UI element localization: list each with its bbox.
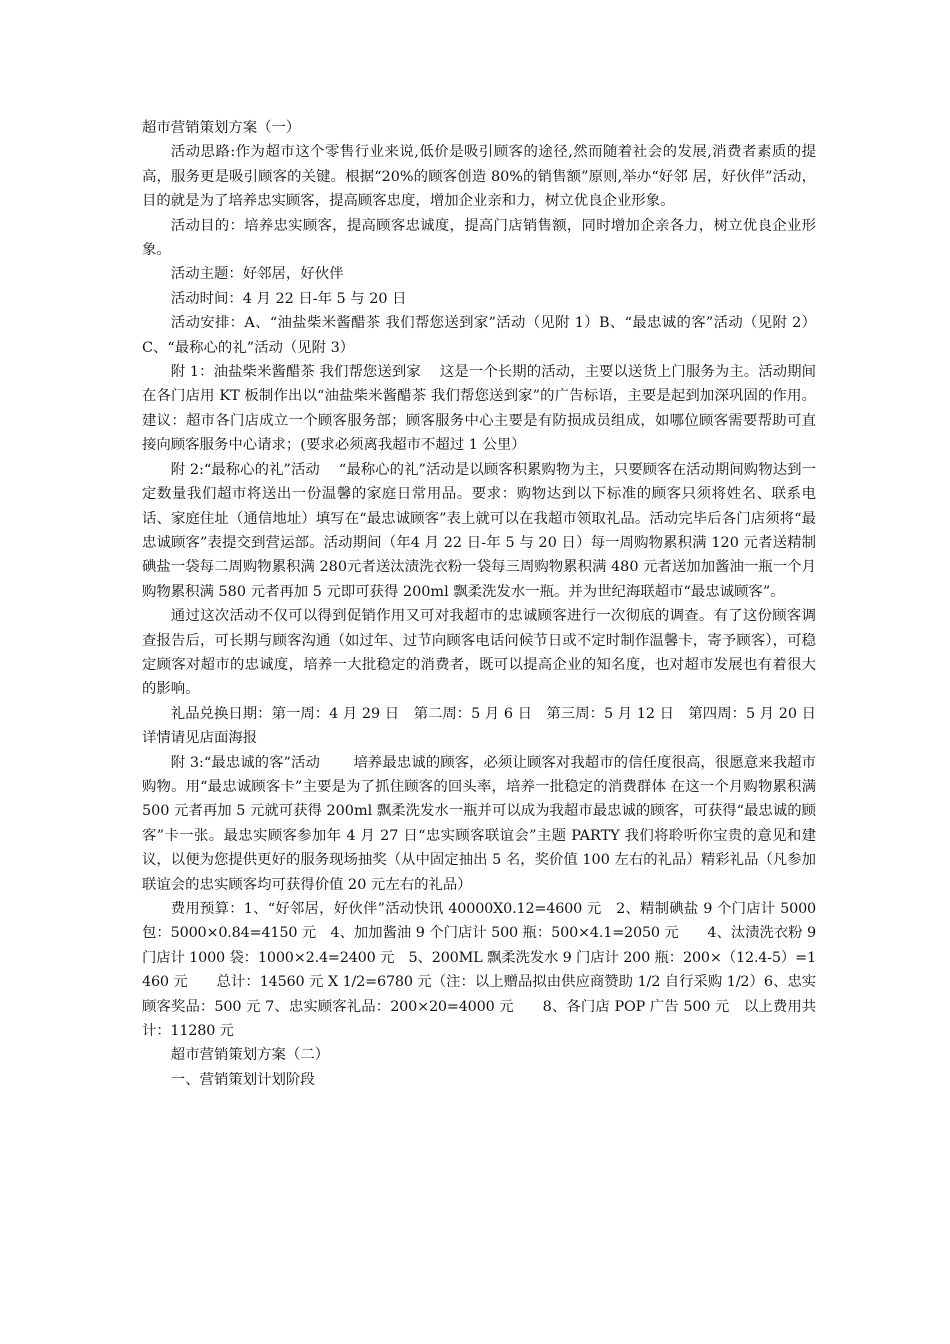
paragraph-gift-dates: 礼品兑换日期：第一周：4 月 29 日 第二周：5 月 6 日 第三周：5 月 12 日 第四周：5 月 20 日 详情请见店面海报 [142, 705, 831, 747]
paragraph-activity-theme: 活动主题：好邻居，好伙伴 [170, 266, 344, 283]
paragraph-activity-purpose: 活动目的：培养忠实顾客，提高顾客忠诚度，提高门店销售额，同时增加企亲各力，树立优良企业形象。 [142, 217, 816, 259]
paragraph-appendix-1: 附 1：油盐柴米酱醋茶 我们帮您送到家 这是一个长期的活动，主要以送货上门服务为主。活动期间在各门店用 KT 板制作出以“油盐柴米酱醋茶 我们帮您送到家”的广告标语，主要是起到加深巩固的作用。建议：超市各门店成立一个顾客服务部；顾客服务中心主要是有防损成员组成，如哪位顾客需要帮助可直接向顾客服务中心请求；(要求必须离我超市不超过 1 公里） [142, 364, 816, 454]
paragraph-survey: 通过这次活动不仅可以得到促销作用又可对我超市的忠诚顾客进行一次彻底的调查。有了这份顾客调查报告后，可长期与顾客沟通（如过年、过节向顾客电话问候节日或不定时制作温馨卡，寄予顾客），可稳定顾客对超市的忠诚度，培养一大批稳定的消费者，既可以提高企业的知名度，也对超市发展也有着很大的影响。 [142, 608, 816, 698]
document-title: 超市营销策划方案（一） [142, 120, 301, 136]
section-heading-planning-stage: 一、营销策划计划阶段 [170, 1071, 315, 1088]
paragraph-activity-idea: 活动思路:作为超市这个零售行业来说,低价是吸引顾客的途径,然而随着社会的发展,消费者素质的提高，服务更是吸引顾客的关键。根据“20%的顾客创造 80%的销售额”原则,举办“好邻 居，好伙伴”活动，目的就是为了培养忠实顾客，提高顾客忠度，增加企业亲和力，树立优良企业形象。 [142, 144, 816, 210]
paragraph-activity-time: 活动时间：4 月 22 日-年 5 与 20 日 [170, 290, 407, 307]
section-title-plan-two: 超市营销策划方案（二） [170, 1047, 330, 1064]
paragraph-activity-arrangement: 活动安排：A、“油盐柴米酱醋茶 我们帮您送到家”活动（见附 1）B、“最忠诚的客”活动（见附 2）C、“最称心的礼”活动（见附 3） [142, 315, 816, 356]
document-page [142, 116, 831, 1092]
paragraph-appendix-2: 附 2:“最称心的礼”活动 “最称心的礼”活动是以顾客积累购物为主，只要顾客在活动期间购物达到一定数量我们超市将送出一份温馨的家庭日常用品。要求：购物达到以下标准的顾客只须将姓名、联系电话、家庭住址（通信地址）填写在“最忠诚顾客”表上就可以在我超市领取礼品。活动完毕后各门店须将“最忠诚顾客”表提交到营运部。活动期间（年4 月 22 日-年 5 与 20 日）每一周购物累积满 120 元者送精制碘盐一袋每二周购物累积满 280元者送汰渍洗衣粉一袋每三周购物累积满 480 元者送加加酱油一瓶一个月购物累积满 580 元者再加 5 元即可获得 200ml 飘柔洗发水一瓶。并为世纪海联超市“最忠诚顾客”。 [142, 461, 816, 600]
paragraph-appendix-3: 附 3:“最忠诚的客”活动 培养最忠诚的顾客，必须让顾客对我超市的信任度很高，很愿意来我超市购物。用“最忠诚顾客卡”主要是为了抓住顾客的回头率，培养一批稳定的消费群体 在这一个月购物累积满 500 元者再加 5 元就可获得 200ml 飘柔洗发水一瓶并可以成为我超市最忠诚的顾客，可获得“最忠诚的顾客”卡一张。最忠实顾客参加年 4 月 27 日“忠实顾客联谊会”主题 PARTY 我们将聆听你宝贵的意见和建议，以便为您提供更好的服务现场抽奖（从中固定抽出 5 名，奖价值 100 左右的礼品）精彩礼品（凡参加联谊会的忠实顾客均可获得价值 20 元左右的礼品） [142, 754, 816, 893]
paragraph-budget: 费用预算：1、“好邻居，好伙伴”活动快讯 40000X0.12=4600 元 2、精制碘盐 9 个门店计 5000 包：5000×0.84=4150 元 4、加加酱油 9 个门店计 500 瓶：500×4.1=2050 元 4、汰渍洗衣粉 9 门店计 1000 袋：1000×2.4=2400 元 5、200ML 飘柔洗发水 9 门店计 200 瓶：200×（12.4-5）=1460 元 总计：14560 元 X 1/2=6780 元（注：以上赠品拟由供应商赞助 1/2 自行采购 1/2）6、忠实顾客奖品：500 元 7、忠实顾客礼品：200×20=4000 元 8、各门店 POP 广告 500 元 以上费用共计：11280 元 [142, 901, 816, 1040]
